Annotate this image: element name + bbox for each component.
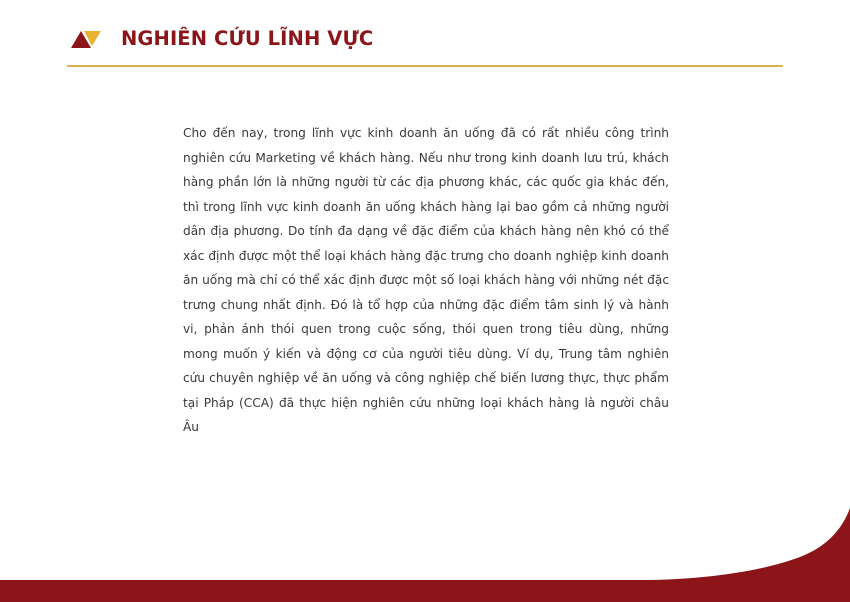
page-title: NGHIÊN CỨU LĨNH VỰC	[121, 27, 374, 50]
body-paragraph: Cho đến nay, trong lĩnh vực kinh doanh ăn uống đã có rất nhiều công trình nghiên cứu Marketing về khách hàng. Nếu như trong kinh doanh lưu trú, khách hàng phần lớn là những người từ các địa phương khác, các quốc gia khác đến, thì trong lĩnh vực kinh doanh ăn uống khách hàng lại bao gồm cả những người dân địa phương. Do tính đa dạng về đặc điểm của khách hàng nên khó có thể xác định được một thể loại khách hàng đặc trưng cho doanh nghiệp kinh doanh ăn uống mà chỉ có thể xác định được một số loại khách hàng với những nét đặc trưng chung nhất định. Đó là tổ hợp của những đặc điểm tâm sinh lý và hành vi, phản ánh thói quen trong cuộc sống, thói quen trong tiêu dùng, những mong muốn ý kiến và động cơ của người tiêu dùng. Ví dụ, Trung tâm nghiên cứu chuyên nghiệp về ăn uống và công nghiệp chế biến lương thực, thực phẩm tại Pháp (CCA) đã thực hiện nghiên cứu những loại khách hàng là người châu Âu	[183, 126, 669, 434]
